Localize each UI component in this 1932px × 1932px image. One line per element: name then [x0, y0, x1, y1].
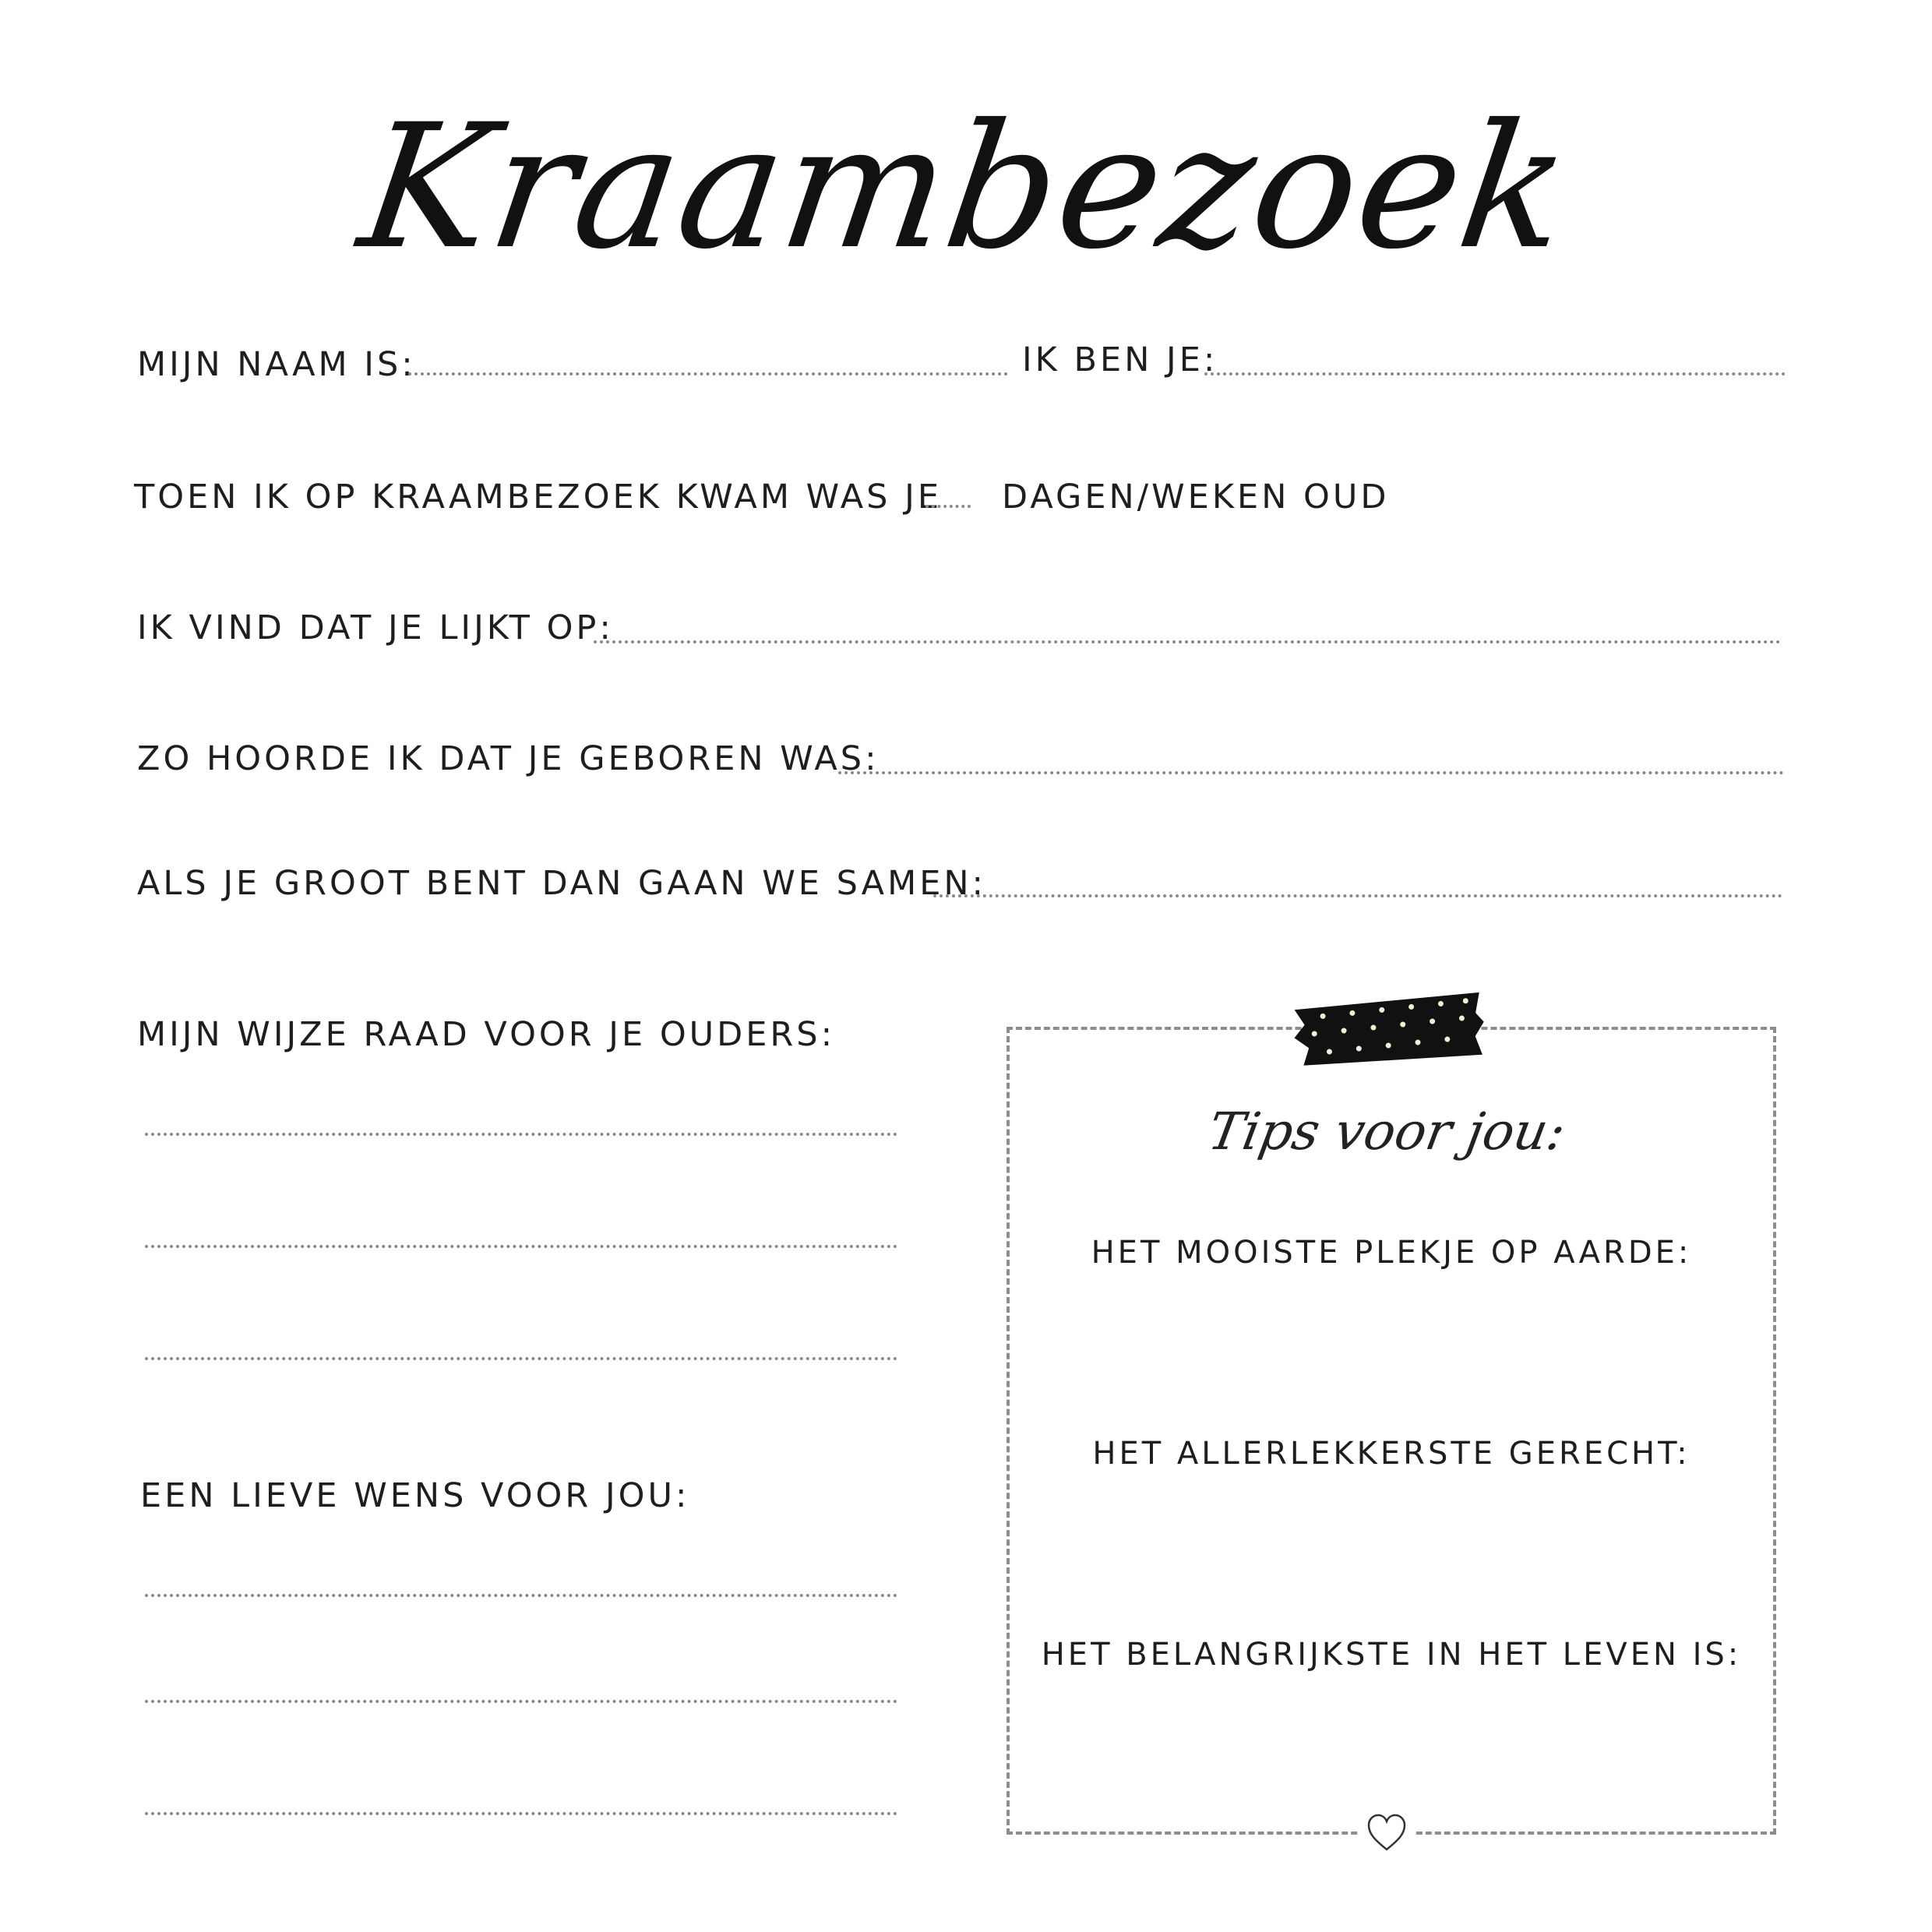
looks-like-field[interactable] [594, 640, 1781, 643]
wish-line-1[interactable] [145, 1594, 897, 1597]
advice-line-3[interactable] [145, 1357, 897, 1360]
tip-item-important: HET BELANGRIJKSTE IN HET LEVEN IS: [1041, 1637, 1742, 1673]
visit-age-label: TOEN IK OP KRAAMBEZOEK KWAM WAS JE [134, 478, 942, 516]
heard-label: ZO HOORDE IK DAT JE GEBOREN WAS: [137, 739, 880, 778]
looks-like-label: IK VIND DAT JE LIJKT OP: [137, 608, 614, 647]
wish-line-2[interactable] [145, 1700, 897, 1703]
visit-age-field[interactable] [925, 505, 971, 508]
name-field[interactable] [408, 372, 1008, 375]
together-label: ALS JE GROOT BENT DAN GAAN WE SAMEN: [137, 864, 987, 903]
advice-line-2[interactable] [145, 1245, 897, 1248]
relation-label: IK BEN JE: [1022, 340, 1218, 379]
heard-field[interactable] [838, 771, 1784, 774]
wish-line-3[interactable] [145, 1812, 897, 1815]
page-title: Kraambezoek [350, 87, 1582, 287]
heart-icon [1359, 1804, 1414, 1859]
advice-label: MIJN WIJZE RAAD VOOR JE OUDERS: [137, 1015, 836, 1054]
together-field[interactable] [933, 894, 1782, 897]
tip-item-dish: HET ALLERLEKKERSTE GERECHT: [1092, 1436, 1690, 1472]
visit-age-unit: DAGEN/WEKEN OUD [1002, 478, 1390, 516]
advice-line-1[interactable] [145, 1133, 897, 1136]
washi-tape-icon [1288, 990, 1489, 1066]
name-label: MIJN NAAM IS: [137, 345, 416, 384]
relation-field[interactable] [1204, 372, 1786, 375]
wish-label: EEN LIEVE WENS VOOR JOU: [140, 1476, 690, 1515]
tip-item-place: HET MOOISTE PLEKJE OP AARDE: [1091, 1235, 1692, 1271]
tips-heading: Tips voor jou: [1204, 1102, 1571, 1162]
